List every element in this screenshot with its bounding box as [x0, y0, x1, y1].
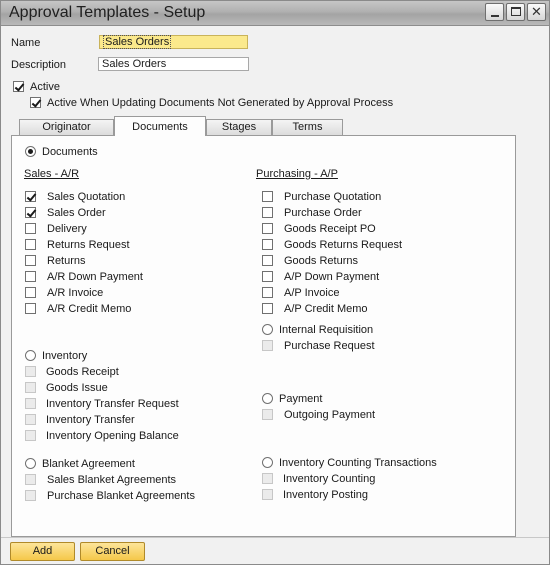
sales-quotation-label: Sales Quotation: [47, 191, 126, 203]
ar-credit-memo-checkbox[interactable]: [25, 303, 36, 314]
documents-radio[interactable]: [25, 146, 36, 157]
maximize-button[interactable]: [506, 3, 525, 21]
close-icon: ✕: [531, 4, 542, 19]
payment-radio[interactable]: [262, 393, 273, 404]
tab-documents[interactable]: Documents: [114, 116, 206, 136]
purchase-request-checkbox[interactable]: [262, 340, 273, 351]
outgoing-payment-label: Outgoing Payment: [284, 409, 376, 421]
returns-label: Returns: [47, 255, 86, 267]
maximize-icon: [511, 7, 521, 16]
documents-radio-label: Documents: [42, 146, 98, 158]
ar-invoice-checkbox[interactable]: [25, 287, 36, 298]
inventory-posting-label: Inventory Posting: [283, 489, 368, 501]
sales-blanket-agreements-label: Sales Blanket Agreements: [47, 474, 177, 486]
description-label: Description: [11, 59, 67, 71]
returns-checkbox[interactable]: [25, 255, 36, 266]
goods-receipt-po-label: Goods Receipt PO: [284, 223, 376, 235]
ap-credit-memo-checkbox[interactable]: [262, 303, 273, 314]
minimize-icon: [491, 15, 499, 17]
purchase-blanket-agreements-checkbox[interactable]: [25, 490, 36, 501]
sales-quotation-checkbox[interactable]: [25, 191, 36, 202]
name-field[interactable]: [99, 35, 248, 49]
inventory-transfer-checkbox[interactable]: [25, 414, 36, 425]
close-button[interactable]: [527, 3, 546, 21]
inventory-counting-label: Inventory Counting: [283, 473, 376, 485]
purchase-order-label: Purchase Order: [284, 207, 362, 219]
goods-returns-label: Goods Returns: [284, 255, 358, 267]
sales-order-label: Sales Order: [47, 207, 106, 219]
delivery-label: Delivery: [47, 223, 87, 235]
inventory-counting-transactions-radio[interactable]: [262, 457, 273, 468]
returns-request-checkbox[interactable]: [25, 239, 36, 250]
active-label: Active: [30, 81, 60, 93]
inventory-transfer-label: Inventory Transfer: [46, 414, 135, 426]
description-field[interactable]: Sales Orders: [98, 57, 249, 71]
title-bar[interactable]: [1, 1, 549, 26]
ap-down-payment-checkbox[interactable]: [262, 271, 273, 282]
ap-invoice-checkbox[interactable]: [262, 287, 273, 298]
returns-request-label: Returns Request: [47, 239, 130, 251]
tab-stages[interactable]: Stages: [206, 119, 272, 135]
payment-label: Payment: [279, 393, 323, 405]
cancel-button[interactable]: Cancel: [80, 542, 145, 561]
goods-receipt-label: Goods Receipt: [46, 366, 119, 378]
ap-invoice-label: A/P Invoice: [284, 287, 340, 299]
purchase-order-checkbox[interactable]: [262, 207, 273, 218]
blanket-agreement-radio[interactable]: [25, 458, 36, 469]
inventory-radio[interactable]: [25, 350, 36, 361]
purchase-quotation-checkbox[interactable]: [262, 191, 273, 202]
ar-down-payment-checkbox[interactable]: [25, 271, 36, 282]
tab-originator[interactable]: Originator: [19, 119, 114, 135]
active-checkbox[interactable]: [13, 81, 24, 92]
name-label: Name: [11, 37, 41, 49]
goods-returns-checkbox[interactable]: [262, 255, 273, 266]
sales-order-checkbox[interactable]: [25, 207, 36, 218]
outgoing-payment-checkbox[interactable]: [262, 409, 273, 420]
goods-issue-label: Goods Issue: [46, 382, 108, 394]
active-when-updating-checkbox[interactable]: [30, 97, 41, 108]
purchase-quotation-label: Purchase Quotation: [284, 191, 382, 203]
inventory-posting-checkbox[interactable]: [262, 489, 273, 500]
goods-returns-request-checkbox[interactable]: [262, 239, 273, 250]
inventory-opening-balance-label: Inventory Opening Balance: [46, 430, 179, 442]
sales-ar-header: Sales - A/R: [24, 168, 80, 180]
sales-blanket-agreements-checkbox[interactable]: [25, 474, 36, 485]
goods-returns-request-label: Goods Returns Request: [284, 239, 403, 251]
inventory-transfer-request-label: Inventory Transfer Request: [46, 398, 179, 410]
purchasing-ap-header: Purchasing - A/P: [256, 168, 338, 180]
ap-credit-memo-label: A/P Credit Memo: [284, 303, 368, 315]
ar-invoice-label: A/R Invoice: [47, 287, 104, 299]
inventory-transfer-request-checkbox[interactable]: [25, 398, 36, 409]
ar-down-payment-label: A/R Down Payment: [47, 271, 143, 283]
goods-receipt-checkbox[interactable]: [25, 366, 36, 377]
inventory-opening-balance-checkbox[interactable]: [25, 430, 36, 441]
inventory-counting-checkbox[interactable]: [262, 473, 273, 484]
tab-terms[interactable]: Terms: [272, 119, 343, 135]
footer-divider: [1, 537, 549, 538]
minimize-button[interactable]: [485, 3, 504, 21]
blanket-agreement-label: Blanket Agreement: [42, 458, 135, 470]
purchase-request-label: Purchase Request: [284, 340, 375, 352]
inventory-counting-transactions-label: Inventory Counting Transactions: [279, 457, 437, 469]
delivery-checkbox[interactable]: [25, 223, 36, 234]
purchase-blanket-agreements-label: Purchase Blanket Agreements: [47, 490, 195, 502]
active-when-updating-label: Active When Updating Documents Not Generated by Approval Process: [47, 97, 394, 109]
goods-issue-checkbox[interactable]: [25, 382, 36, 393]
internal-requisition-label: Internal Requisition: [279, 324, 374, 336]
name-value: Sales Orders: [105, 36, 170, 48]
window-title: Approval Templates - Setup: [9, 4, 206, 21]
internal-requisition-radio[interactable]: [262, 324, 273, 335]
goods-receipt-po-checkbox[interactable]: [262, 223, 273, 234]
inventory-label: Inventory: [42, 350, 88, 362]
add-button[interactable]: Add: [10, 542, 75, 561]
ar-credit-memo-label: A/R Credit Memo: [47, 303, 132, 315]
ap-down-payment-label: A/P Down Payment: [284, 271, 380, 283]
